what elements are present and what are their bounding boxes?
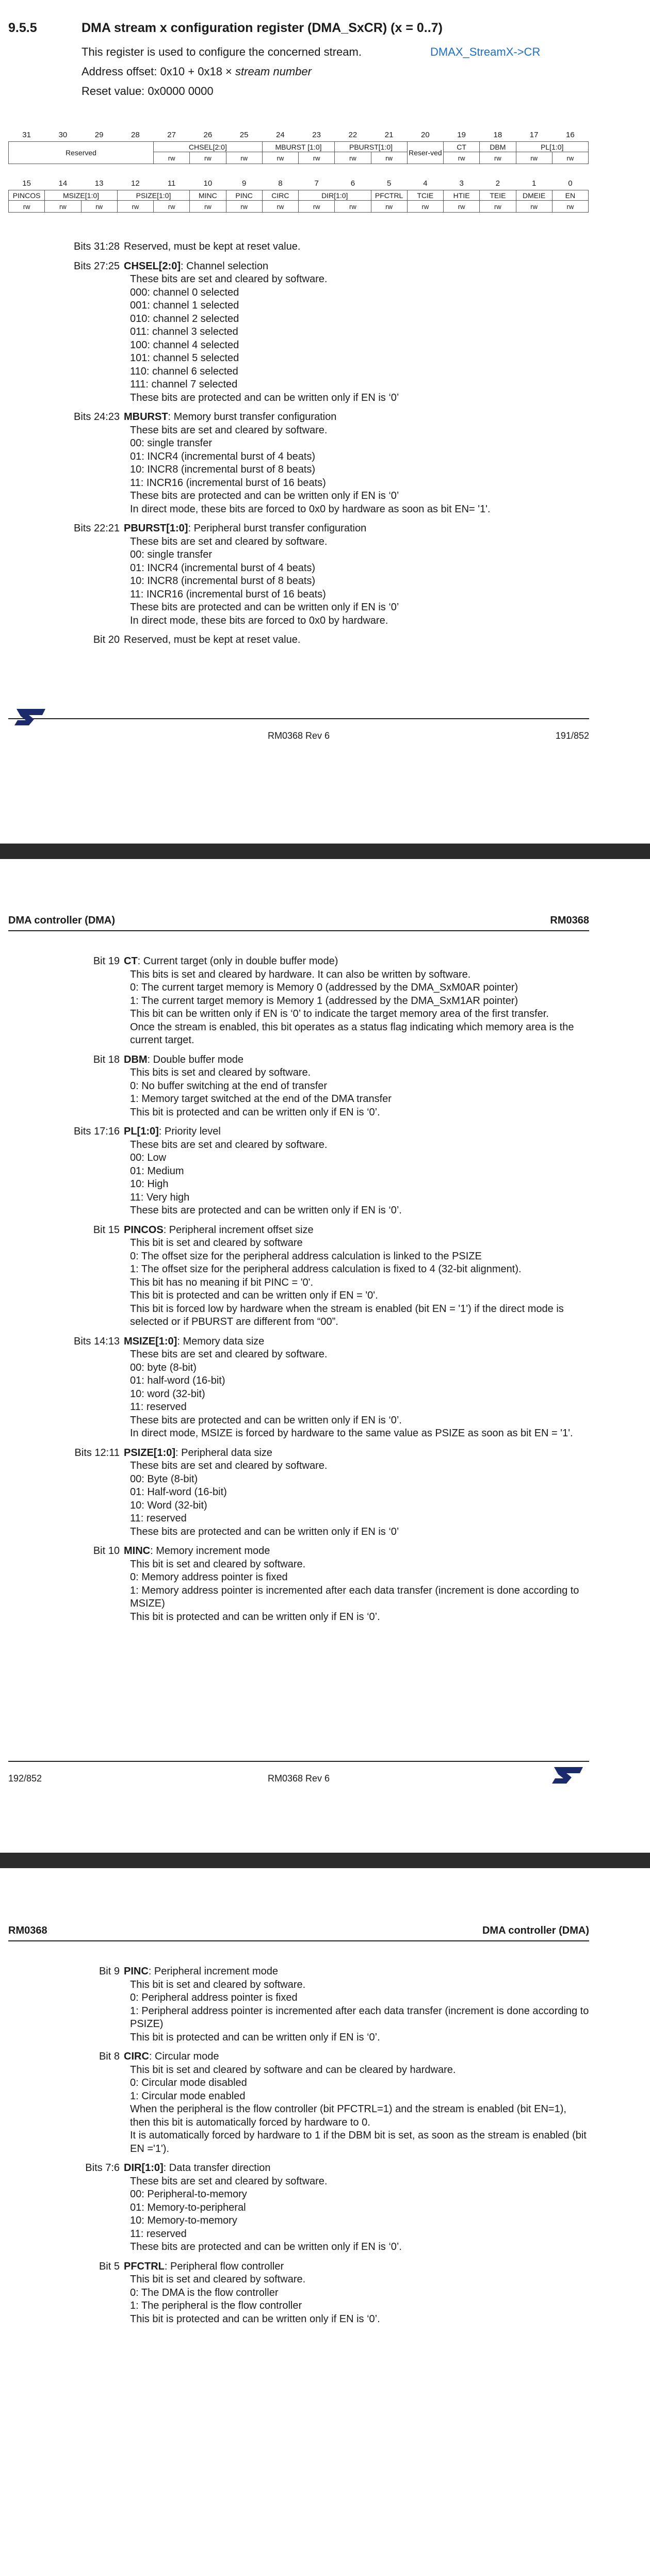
bit-field-entry: [0, 2260, 650, 2326]
field-description-line: 10: Memory-to-memory: [130, 2215, 237, 2226]
bit-number: 15: [22, 179, 31, 188]
field-summary: : Peripheral increment offset size: [163, 1224, 314, 1236]
reg-field: TCIE: [407, 190, 443, 201]
bit-range-label: Bits 17:16: [74, 1126, 120, 1137]
field-description-line: When the peripheral is the flow controller (bit PFCTRL=1) and the stream is enabled (bit EN=1), then this bit is automatically forced by hardware to 0.: [130, 2103, 566, 2128]
field-summary: : Peripheral data size: [175, 1447, 272, 1459]
access-rw: rw: [190, 201, 226, 213]
field-name: CIRC: [124, 2051, 149, 2062]
field-description-line: 00: byte (8-bit): [130, 1362, 197, 1373]
field-summary: : Priority level: [158, 1126, 221, 1137]
access-rw: rw: [552, 201, 588, 213]
access-rw: rw: [154, 152, 190, 164]
bit-range-label: Bit 15: [93, 1224, 120, 1236]
header-left: DMA controller (DMA): [8, 915, 116, 926]
reg-field: DIR[1:0]: [299, 190, 371, 201]
field-description-line: These bits are set and cleared by software.: [130, 2175, 328, 2187]
reg-field: CT: [444, 142, 480, 152]
field-description-line: These bits are set and cleared by software.: [130, 424, 328, 436]
field-description-line: These bits are protected and can be written only if EN is ‘0’: [130, 490, 399, 501]
field-description-line: 11: INCR16 (incremental burst of 16 beats): [130, 588, 326, 600]
reg-field: EN: [552, 190, 588, 201]
field-title: [124, 522, 589, 536]
field-description-line: 10: INCR8 (incremental burst of 8 beats): [130, 575, 316, 587]
field-description-line: This bit is protected and can be written only if EN is ‘0’.: [130, 1611, 380, 1623]
field-description-line: 11: INCR16 (incremental burst of 16 beats): [130, 477, 326, 489]
field-description-line: 1: The offset size for the peripheral address calculation is fixed to 4 (32-bit alignment).: [130, 1263, 522, 1275]
page-192: [0, 910, 650, 1853]
bit-number: 10: [203, 179, 213, 188]
access-rw: rw: [371, 201, 407, 213]
footer-page-number: 192/852: [8, 1773, 42, 1784]
field-summary: : Data transfer direction: [163, 2162, 271, 2174]
field-summary: Reserved, must be kept at reset value.: [124, 241, 301, 252]
bit-range-label: Bits 22:21: [74, 523, 120, 534]
field-title: [124, 1054, 589, 1067]
field-name: DIR[1:0]: [124, 2162, 164, 2174]
field-description-line: In direct mode, these bits are forced to 0x0 by hardware.: [130, 614, 388, 626]
bit-range-label: Bit 10: [93, 1545, 120, 1557]
reg-field: CIRC: [262, 190, 298, 201]
bit-number: 2: [495, 179, 500, 188]
bit-range-label: Bit 19: [93, 955, 120, 967]
field-title: [124, 411, 589, 424]
field-summary: : Peripheral flow controller: [164, 2260, 284, 2272]
page-separator: [0, 844, 650, 859]
register-map-lower: [8, 176, 589, 213]
field-title: [124, 1965, 589, 1979]
intro-text: This register is used to configure the concerned stream.: [82, 45, 362, 58]
bit-number: 14: [58, 179, 68, 188]
field-description-line: 1: Circular mode enabled: [130, 2090, 246, 2102]
field-description-line: 11: reserved: [130, 2228, 187, 2240]
field-title: [124, 634, 589, 647]
bit-number: 30: [58, 130, 68, 139]
access-rw: rw: [262, 201, 298, 213]
field-description-line: 000: channel 0 selected: [130, 286, 239, 298]
field-name: MINC: [124, 1545, 151, 1557]
field-summary: : Circular mode: [149, 2051, 219, 2062]
bit-number: 27: [167, 130, 176, 139]
bit-range-label: Bits 31:28: [74, 241, 120, 252]
bit-number: 31: [22, 130, 31, 139]
access-rw: rw: [117, 201, 153, 213]
page-separator: [0, 1853, 650, 1868]
field-description-line: These bits are protected and can be written only if EN is ‘0’.: [130, 1414, 402, 1426]
field-description-line: 0: Circular mode disabled: [130, 2077, 247, 2088]
access-rw: rw: [335, 201, 371, 213]
bit-number: 23: [312, 130, 321, 139]
footer-doc-rev: RM0368 Rev 6: [267, 1773, 330, 1784]
footer-page-number: 191/852: [555, 731, 589, 741]
bit-field-entry: [0, 1224, 650, 1329]
field-description-line: 00: Peripheral-to-memory: [130, 2189, 247, 2200]
access-rw: rw: [262, 152, 298, 164]
field-summary: : Peripheral increment mode: [148, 1966, 279, 1977]
access-rw: rw: [299, 201, 335, 213]
register-map-upper: [8, 128, 589, 164]
field-summary: : Channel selection: [181, 260, 269, 272]
reg-field: TEIE: [480, 190, 516, 201]
field-title: [124, 955, 589, 968]
bit-field-entry: [0, 2162, 650, 2254]
field-title: [124, 1447, 589, 1460]
header-right: DMA controller (DMA): [482, 1925, 589, 1936]
bit-number: 20: [421, 130, 430, 139]
access-rw: rw: [444, 152, 480, 164]
field-name: CHSEL[2:0]: [124, 260, 181, 272]
access-rw: rw: [407, 201, 443, 213]
header-right: RM0368: [550, 915, 589, 926]
field-summary: : Memory burst transfer configuration: [168, 411, 337, 423]
access-rw: rw: [480, 152, 516, 164]
bit-number: 7: [314, 179, 319, 188]
field-description-line: These bits are protected and can be written only if EN is ‘0’.: [130, 2241, 402, 2253]
field-description-line: These bits are set and cleared by software.: [130, 536, 328, 547]
bit-number: 3: [459, 179, 464, 188]
field-name: PSIZE[1:0]: [124, 1447, 176, 1459]
field-description-line: 0: The offset size for the peripheral address calculation is linked to the PSIZE: [130, 1250, 482, 1262]
field-description-line: 01: Memory-to-peripheral: [130, 2201, 246, 2213]
field-description-line: 00: Low: [130, 1152, 167, 1163]
field-name: PL[1:0]: [124, 1126, 159, 1137]
bit-field-entry: [0, 1335, 650, 1440]
bit-number: 28: [131, 130, 140, 139]
access-rw: rw: [226, 152, 262, 164]
bit-range-label: Bits 27:25: [74, 260, 120, 272]
field-description-line: This bit is set and cleared by software and can be cleared by hardware.: [130, 2064, 456, 2076]
bit-number: 25: [239, 130, 249, 139]
field-description-line: 00: single transfer: [130, 438, 212, 449]
bit-number: 22: [348, 130, 358, 139]
access-rw: rw: [9, 201, 45, 213]
bit-number: 29: [94, 130, 104, 139]
bit-descriptions: [0, 240, 650, 653]
access-rw: rw: [335, 152, 371, 164]
field-description-line: 111: channel 7 selected: [130, 379, 238, 390]
field-description-line: 011: channel 3 selected: [130, 326, 238, 337]
field-title: [124, 240, 589, 254]
access-rw: rw: [480, 201, 516, 213]
field-name: DBM: [124, 1054, 148, 1065]
page-193: [0, 1920, 650, 2576]
bit-range-label: Bits 7:6: [85, 2162, 120, 2174]
field-description-line: 00: Byte (8-bit): [130, 1473, 198, 1485]
bit-number: 26: [203, 130, 213, 139]
bit-number: 13: [94, 179, 104, 188]
field-title: [124, 1335, 589, 1349]
field-description-line: 100: channel 4 selected: [130, 339, 239, 351]
bit-number: 24: [276, 130, 285, 139]
field-description-line: 1: Memory address pointer is incremented after each data transfer (increment is done according to MSIZE): [130, 1584, 579, 1609]
field-description-line: 1: The peripheral is the flow controller: [130, 2300, 302, 2311]
access-rw: rw: [371, 152, 407, 164]
field-description-line: This bit has no meaning if bit PINC = '0'.: [130, 1276, 314, 1288]
field-description-line: These bits are set and cleared by software.: [130, 1349, 328, 1360]
field-summary: Reserved, must be kept at reset value.: [124, 634, 301, 645]
bit-field-entry: [0, 1125, 650, 1218]
field-description-line: These bits are set and cleared by software.: [130, 273, 328, 285]
field-description-line: 01: Half-word (16-bit): [130, 1486, 227, 1498]
page-header: [8, 910, 589, 931]
reg-field: MINC: [190, 190, 226, 201]
st-logo-icon: [551, 1766, 584, 1785]
field-description-line: These bits are protected and can be written only if EN is ‘0’: [130, 392, 399, 403]
field-description-line: This bit is protected and can be written only if EN is ‘0’.: [130, 2031, 380, 2043]
field-description-line: 0: Memory address pointer is fixed: [130, 1571, 288, 1583]
field-description-line: 01: Medium: [130, 1165, 184, 1177]
bit-number: 4: [423, 179, 428, 188]
field-description-line: 00: single transfer: [130, 549, 212, 560]
header-left: RM0368: [8, 1925, 47, 1936]
field-summary: : Peripheral burst transfer configuration: [188, 523, 367, 534]
bit-field-entry: [0, 260, 650, 405]
bit-number: 16: [566, 130, 575, 139]
field-description-line: In direct mode, these bits are forced to 0x0 by hardware as soon as bit EN= '1'.: [130, 503, 491, 515]
field-description-line: This bit is protected and can be written only if EN is ‘0’.: [130, 2313, 380, 2325]
access-rw: rw: [552, 152, 588, 164]
field-description-line: 11: reserved: [130, 1401, 187, 1413]
field-title: [124, 2260, 589, 2274]
bit-number: 9: [241, 179, 247, 188]
field-name: CT: [124, 955, 138, 967]
field-description-line: These bits are protected and can be written only if EN is ‘0’: [130, 602, 399, 613]
bit-number: 0: [568, 179, 573, 188]
field-description-line: 1: Peripheral address pointer is incremented after each data transfer (increment is done according to PSIZE): [130, 2005, 589, 2030]
field-description-line: This bit is protected and can be written only if EN is ‘0’.: [130, 1106, 380, 1118]
page-footer: [8, 718, 589, 745]
field-description-line: 0: The DMA is the flow controller: [130, 2287, 279, 2298]
field-description-line: This bits is set and cleared by hardware. It can also be written by software.: [130, 968, 471, 980]
bit-number: 12: [131, 179, 140, 188]
field-title: [124, 1224, 589, 1237]
field-description-line: This bit is set and cleared by software: [130, 1237, 303, 1249]
reg-field: MSIZE[1:0]: [45, 190, 118, 201]
st-logo-icon: [13, 708, 46, 726]
field-description-line: This bits is set and cleared by software.: [130, 1067, 311, 1078]
field-name: PBURST[1:0]: [124, 523, 188, 534]
field-summary: : Double buffer mode: [147, 1054, 243, 1065]
page-191: [0, 0, 650, 844]
address-offset: Address offset: 0x10 + 0x18 × stream number: [82, 65, 312, 78]
bit-range-label: Bits 14:13: [74, 1335, 120, 1347]
bit-descriptions: [0, 1965, 650, 2332]
bit-number: 5: [386, 179, 392, 188]
bit-field-entry: [0, 1447, 650, 1539]
field-description-line: 101: channel 5 selected: [130, 352, 239, 364]
field-description-line: 10: Word (32-bit): [130, 1499, 207, 1511]
reg-field: Reserved: [9, 142, 154, 164]
field-description-line: This bit is set and cleared by software.: [130, 2274, 306, 2285]
field-title: [124, 260, 589, 273]
field-summary: : Memory data size: [177, 1335, 265, 1347]
field-description-line: 0: The current target memory is Memory 0 (addressed by the DMA_SxM0AR pointer): [130, 982, 518, 993]
bit-field-entry: [0, 634, 650, 647]
bit-number: 17: [529, 130, 539, 139]
field-description-line: This bit can be written only if EN is ‘0’ to indicate the target memory area of the first transfer.: [130, 1008, 549, 1019]
field-description-line: 01: half-word (16-bit): [130, 1375, 225, 1386]
section-title: DMA stream x configuration register (DMA_SxCR) (x = 0..7): [82, 21, 443, 35]
field-description-line: 11: reserved: [130, 1513, 187, 1524]
field-description-line: 010: channel 2 selected: [130, 313, 239, 325]
reg-field: PFCTRL: [371, 190, 407, 201]
field-description-line: 110: channel 6 selected: [130, 365, 238, 377]
reg-field: PINC: [226, 190, 262, 201]
field-description-line: These bits are set and cleared by software.: [130, 1460, 328, 1471]
field-description-line: This bit is forced low by hardware when the stream is enabled (bit EN = '1') if the direct mode is selected or if PBURST are different from “00”.: [130, 1303, 564, 1327]
reset-value: Reset value: 0x0000 0000: [82, 85, 214, 98]
access-rw: rw: [154, 201, 190, 213]
reg-field: Reser-ved: [407, 142, 443, 164]
field-description-line: This bit is set and cleared by software.: [130, 1558, 306, 1570]
section-heading: [8, 21, 443, 36]
access-rw: rw: [226, 201, 262, 213]
bit-range-label: Bit 18: [93, 1054, 120, 1065]
bit-range-label: Bit 5: [99, 2260, 120, 2272]
field-description-line: 11: Very high: [130, 1191, 190, 1203]
page-footer: [8, 1762, 589, 1788]
bit-number: 11: [167, 179, 176, 188]
reg-field: PINCOS: [9, 190, 45, 201]
access-rw: rw: [516, 201, 552, 213]
reg-field: CHSEL[2:0]: [154, 142, 263, 152]
access-rw: rw: [45, 201, 81, 213]
field-description-line: It is automatically forced by hardware to 1 if the DBM bit is set, as soon as the stream is enabled (bit EN ='1').: [130, 2130, 587, 2154]
bit-number: 21: [384, 130, 394, 139]
field-name: PINCOS: [124, 1224, 164, 1236]
field-description-line: 10: High: [130, 1178, 169, 1190]
field-description-line: 1: The current target memory is Memory 1 (addressed by the DMA_SxM1AR pointer): [130, 995, 518, 1007]
reg-field: PBURST[1:0]: [335, 142, 408, 152]
field-description-line: These bits are protected and can be written only if EN is ‘0’: [130, 1526, 399, 1537]
field-name: PINC: [124, 1966, 149, 1977]
reg-field: HTIE: [444, 190, 480, 201]
field-description-line: 01: INCR4 (incremental burst of 4 beats): [130, 562, 316, 574]
field-summary: : Memory increment mode: [150, 1545, 270, 1557]
access-rw: rw: [299, 152, 335, 164]
access-rw: rw: [190, 152, 226, 164]
field-description-line: Once the stream is enabled, this bit operates as a status flag indicating which memory area is the current target.: [130, 1021, 574, 1046]
bit-number: 19: [457, 130, 466, 139]
section-number: 9.5.5: [8, 21, 37, 35]
bit-range-label: Bit 20: [93, 634, 120, 645]
bit-number: 6: [350, 179, 355, 188]
field-description-line: 10: INCR8 (incremental burst of 8 beats): [130, 464, 316, 475]
field-description-line: 0: Peripheral address pointer is fixed: [130, 1992, 298, 2003]
register-link[interactable]: DMAX_StreamX->CR: [430, 45, 541, 58]
field-description-line: This bit is protected and can be written only if EN = '0'.: [130, 1290, 378, 1301]
field-description-line: 01: INCR4 (incremental burst of 4 beats): [130, 450, 316, 462]
field-title: [124, 2050, 589, 2064]
reg-field: PSIZE[1:0]: [117, 190, 190, 201]
bit-field-entry: [0, 522, 650, 627]
reg-field: DMEIE: [516, 190, 552, 201]
field-description-line: 10: word (32-bit): [130, 1388, 205, 1400]
bit-field-entry: [0, 2050, 650, 2156]
field-description-line: These bits are protected and can be written only if EN is ‘0’.: [130, 1205, 402, 1216]
field-title: [124, 1545, 589, 1558]
bit-range-label: Bits 24:23: [74, 411, 120, 423]
field-description-line: This bit is set and cleared by software.: [130, 1979, 306, 1990]
field-title: [124, 1125, 589, 1139]
field-name: MBURST: [124, 411, 168, 423]
bit-number: 18: [493, 130, 502, 139]
access-rw: rw: [444, 201, 480, 213]
bit-field-entry: [0, 1545, 650, 1624]
bit-field-entry: [0, 1054, 650, 1120]
reg-field: DBM: [480, 142, 516, 152]
bit-field-entry: [0, 240, 650, 254]
field-description-line: 1: Memory target switched at the end of the DMA transfer: [130, 1093, 392, 1105]
access-rw: rw: [81, 201, 117, 213]
bit-field-entry: [0, 411, 650, 516]
field-summary: : Current target (only in double buffer mode): [137, 955, 338, 967]
field-description-line: In direct mode, MSIZE is forced by hardware to the same value as PSIZE as soon as bit EN = '1'.: [130, 1428, 573, 1439]
bit-field-entry: [0, 1965, 650, 2044]
bit-descriptions: [0, 955, 650, 1630]
bit-number: 1: [531, 179, 537, 188]
field-name: MSIZE[1:0]: [124, 1335, 177, 1347]
field-description-line: 001: channel 1 selected: [130, 300, 239, 311]
access-rw: rw: [516, 152, 552, 164]
page-header: [8, 1920, 589, 1941]
field-title: [124, 2162, 589, 2175]
bit-number: 8: [278, 179, 283, 188]
bit-range-label: Bit 9: [99, 1966, 120, 1977]
reg-field: PL[1:0]: [516, 142, 589, 152]
field-description-line: These bits are set and cleared by software.: [130, 1139, 328, 1151]
bit-range-label: Bits 12:11: [74, 1447, 120, 1459]
field-description-line: 0: No buffer switching at the end of transfer: [130, 1080, 328, 1092]
bit-range-label: Bit 8: [99, 2051, 120, 2062]
reg-field: MBURST [1:0]: [262, 142, 335, 152]
bit-field-entry: [0, 955, 650, 1047]
field-name: PFCTRL: [124, 2260, 165, 2272]
footer-doc-rev: RM0368 Rev 6: [267, 731, 330, 741]
